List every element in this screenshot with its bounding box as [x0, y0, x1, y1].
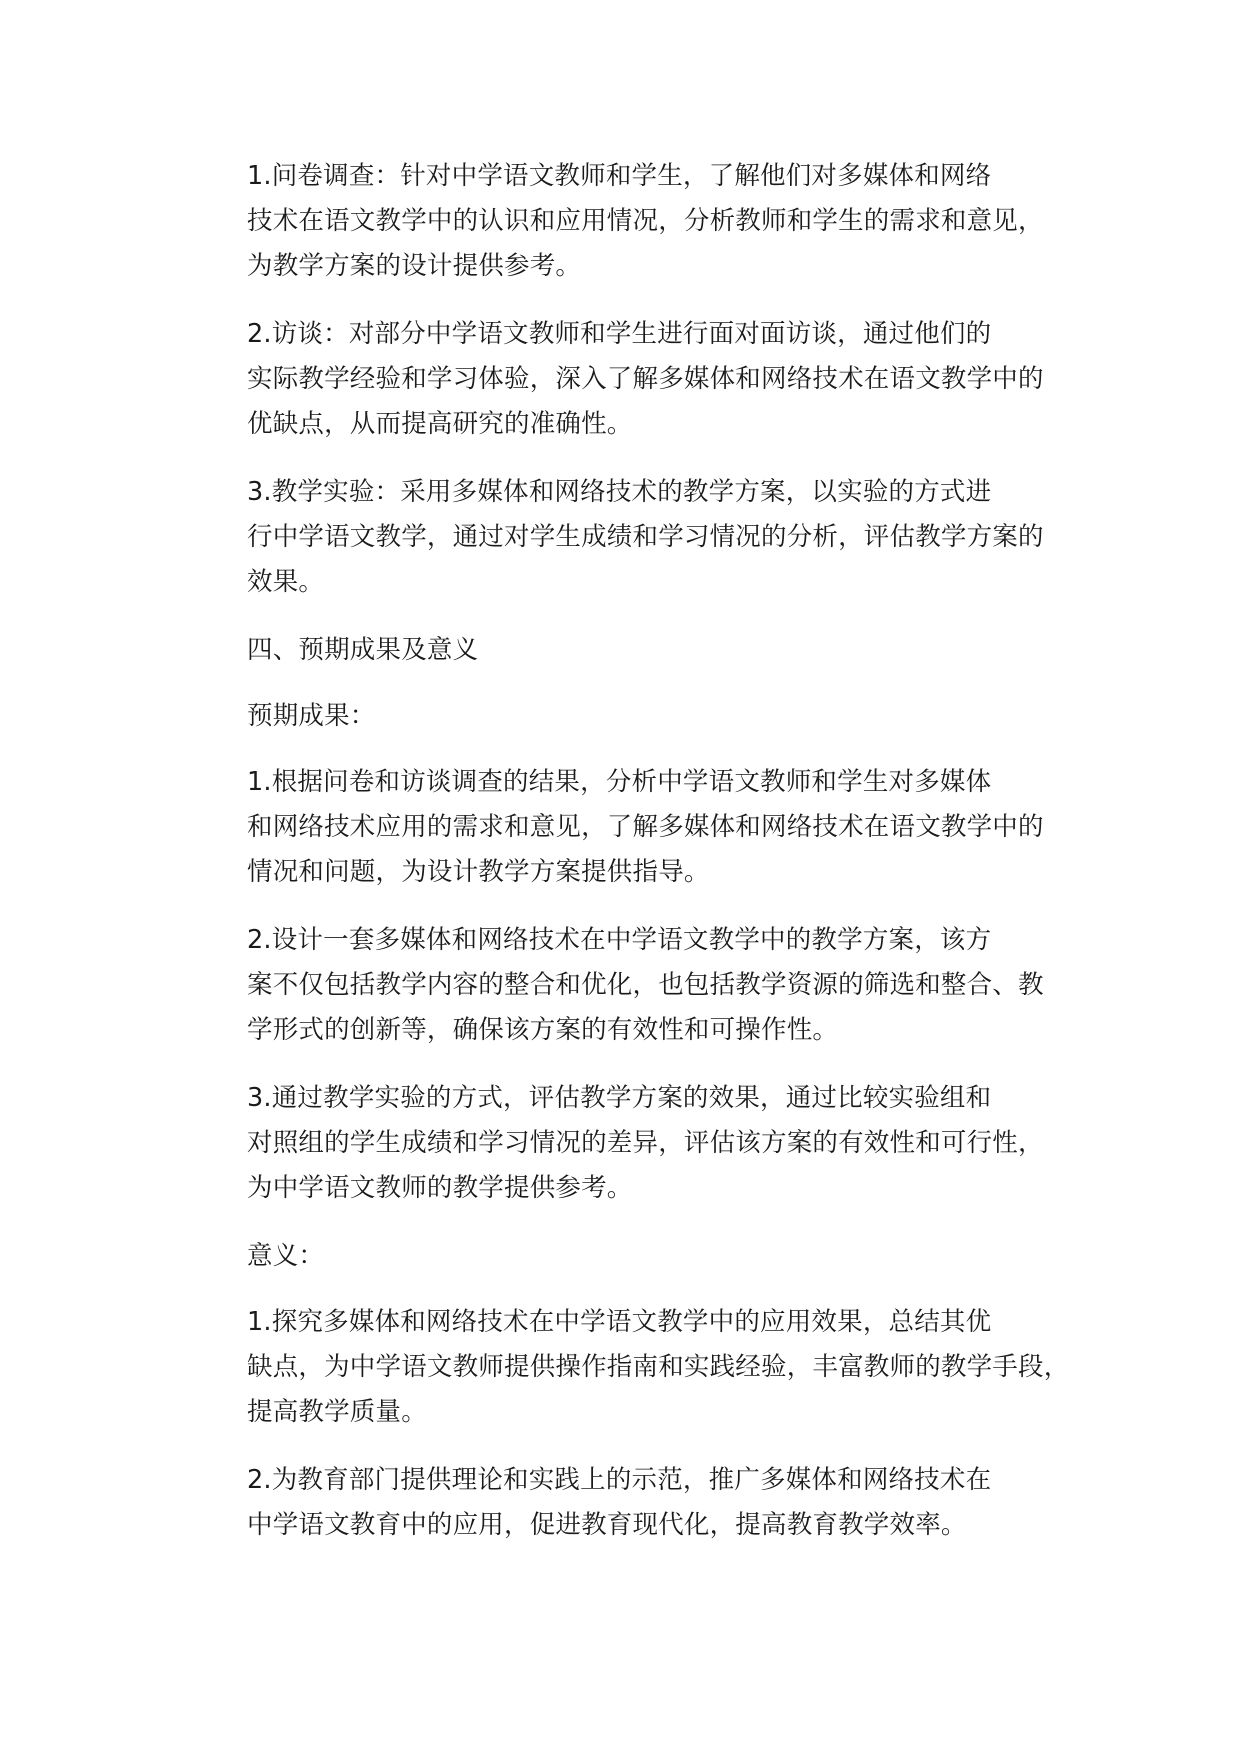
subheading-significance [189, 1234, 1089, 1279]
paragraph-line: 1.根据问卷和访谈调查的结果，分析中学语文教师和学生对多媒体 [247, 767, 992, 797]
paragraph-line: 缺点，为中学语文教师提供操作指南和实践经验，丰富教师的教学手段， [247, 1352, 1070, 1382]
paragraph-significance-2 [189, 1458, 1089, 1548]
paragraph-line: 效果。 [247, 567, 325, 597]
paragraph-line: 行中学语文教学，通过对学生成绩和学习情况的分析，评估教学方案的 [247, 522, 1044, 552]
paragraph-line: 优缺点，从而提高研究的准确性。 [247, 409, 633, 439]
section-heading [189, 628, 1089, 673]
paragraph-line: 2.访谈：对部分中学语文教师和学生进行面对面访谈，通过他们的 [247, 319, 992, 349]
paragraph-line: 学形式的创新等，确保该方案的有效性和可操作性。 [247, 1015, 839, 1045]
section-heading-text: 四、预期成果及意义 [247, 635, 479, 665]
subheading-expected-results [189, 694, 1089, 739]
paragraph-line: 情况和问题，为设计教学方案提供指导。 [247, 857, 710, 887]
paragraph-significance-1 [189, 1300, 1089, 1435]
paragraph-line: 1.探究多媒体和网络技术在中学语文教学中的应用效果，总结其优 [247, 1307, 992, 1337]
paragraph-line: 中学语文教育中的应用，促进教育现代化，提高教育教学效率。 [247, 1510, 967, 1540]
paragraph-line: 案不仅包括教学内容的整合和优化，也包括教学资源的筛选和整合、教 [247, 970, 1044, 1000]
paragraph-line: 2.为教育部门提供理论和实践上的示范，推广多媒体和网络技术在 [247, 1465, 992, 1495]
paragraph-line: 2.设计一套多媒体和网络技术在中学语文教学中的教学方案，该方 [247, 925, 992, 955]
paragraph-line: 3.教学实验：采用多媒体和网络技术的教学方案，以实验的方式进 [247, 477, 992, 507]
paragraph-result-3 [189, 1076, 1089, 1211]
paragraph-result-1 [189, 760, 1089, 895]
paragraph-line: 为中学语文教师的教学提供参考。 [247, 1173, 633, 1203]
paragraph-interview [189, 312, 1089, 447]
subheading-text: 意义： [247, 1241, 325, 1271]
paragraph-result-2 [189, 918, 1089, 1053]
paragraph-line: 提高教学质量。 [247, 1397, 427, 1427]
document-body [189, 154, 1089, 1571]
paragraph-line: 对照组的学生成绩和学习情况的差异，评估该方案的有效性和可行性， [247, 1128, 1044, 1158]
paragraph-line: 3.通过教学实验的方式，评估教学方案的效果，通过比较实验组和 [247, 1083, 992, 1113]
paragraph-survey [189, 154, 1089, 289]
paragraph-teaching-experiment [189, 470, 1089, 605]
subheading-text: 预期成果： [247, 701, 376, 731]
paragraph-line: 技术在语文教学中的认识和应用情况，分析教师和学生的需求和意见， [247, 206, 1044, 236]
paragraph-line: 为教学方案的设计提供参考。 [247, 251, 582, 281]
paragraph-line: 实际教学经验和学习体验，深入了解多媒体和网络技术在语文教学中的 [247, 364, 1044, 394]
paragraph-line: 和网络技术应用的需求和意见，了解多媒体和网络技术在语文教学中的 [247, 812, 1044, 842]
paragraph-line: 1.问卷调查：针对中学语文教师和学生，了解他们对多媒体和网络 [247, 161, 992, 191]
